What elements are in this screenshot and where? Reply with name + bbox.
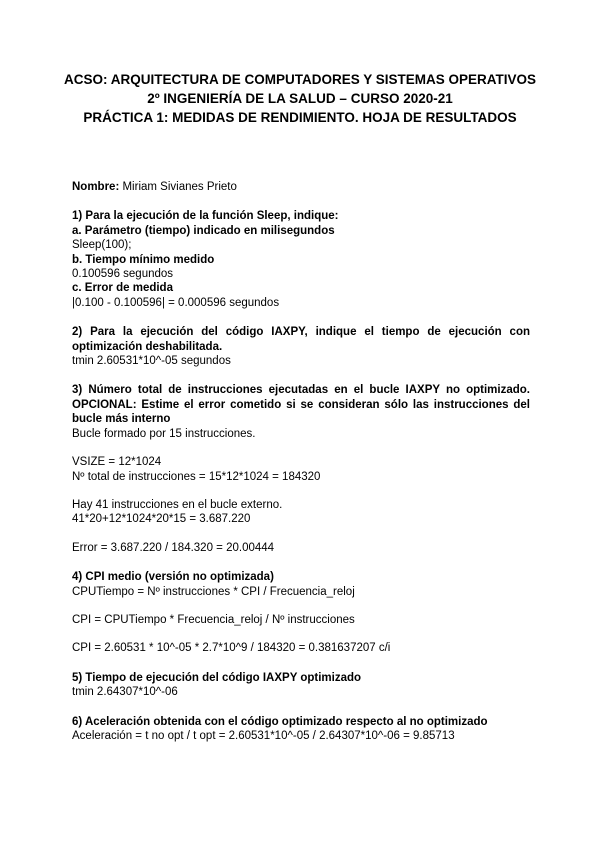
student-name-label: Nombre:	[72, 181, 120, 193]
question-5	[72, 671, 530, 700]
question-1a-answer: Sleep(100);	[72, 239, 132, 252]
question-6-heading: 6) Aceleración obtenida con el código optimizado respecto al no optimizado	[72, 715, 488, 728]
question-3-line: 41*20+12*1024*20*15 = 3.687.220	[72, 513, 251, 526]
question-1a-label: a. Parámetro (tiempo) indicado en milisegundos	[72, 224, 335, 237]
title-line-practice: PRÁCTICA 1: MEDIDAS DE RENDIMIENTO. HOJA DE RESULTADOS	[83, 110, 517, 125]
question-1c-label: c. Error de medida	[72, 282, 173, 295]
question-6	[72, 715, 530, 744]
question-4-line: CPI = 2.60531 * 10^-05 * 2.7*10^9 / 184320 = 0.381637207 c/i	[72, 642, 391, 655]
question-1	[72, 209, 530, 310]
question-3-line: Nº total de instrucciones = 15*12*1024 = 184320	[72, 470, 321, 483]
question-4-line: CPUTiempo = Nº instrucciones * CPI / Frecuencia_reloj	[72, 585, 355, 598]
title-line-year: 2º INGENIERÍA DE LA SALUD – CURSO 2020-21	[147, 91, 453, 106]
question-3	[72, 383, 530, 555]
student-name	[72, 180, 530, 194]
question-3-line: Bucle formado por 15 instrucciones.	[72, 427, 256, 440]
question-4	[72, 570, 530, 656]
student-name-value: Miriam Sivianes Prieto	[119, 181, 237, 193]
question-4-heading: 4) CPI medio (versión no optimizada)	[72, 571, 274, 584]
question-4-line: CPI = CPUTiempo * Frecuencia_reloj / Nº instrucciones	[72, 613, 355, 626]
question-6-answer: Aceleración = t no opt / t opt = 2.60531*10^-05 / 2.64307*10^-06 = 9.85713	[72, 729, 455, 742]
question-1b-answer: 0.100596 segundos	[72, 268, 174, 281]
question-5-answer: tmin 2.64307*10^-06	[72, 686, 178, 699]
question-1c-answer: |0.100 - 0.100596| = 0.000596 segundos	[72, 296, 280, 309]
question-3-line: Hay 41 instrucciones en el bucle externo.	[72, 498, 283, 511]
question-3-heading: 3) Número total de instrucciones ejecutadas en el bucle IAXPY no optimizado. OPCIONAL: Estime el error cometido si se consideran sólo las instrucciones del bucle más interno	[72, 384, 530, 426]
document-body	[72, 180, 530, 743]
question-2	[72, 325, 530, 368]
question-1-heading: 1) Para la ejecución de la función Sleep, indique:	[72, 210, 339, 223]
question-3-line: Error = 3.687.220 / 184.320 = 20.00444	[72, 541, 275, 554]
title-line-course: ACSO: ARQUITECTURA DE COMPUTADORES Y SISTEMAS OPERATIVOS	[63, 72, 537, 87]
question-2-heading: 2) Para la ejecución del código IAXPY, indique el tiempo de ejecución con optimización deshabilitada.	[72, 326, 530, 353]
question-3-line: VSIZE = 12*1024	[72, 456, 162, 469]
question-1b-label: b. Tiempo mínimo medido	[72, 253, 215, 266]
question-5-heading: 5) Tiempo de ejecución del código IAXPY optimizado	[72, 671, 362, 684]
question-2-answer: tmin 2.60531*10^-05 segundos	[72, 355, 231, 368]
document-title	[60, 70, 540, 127]
